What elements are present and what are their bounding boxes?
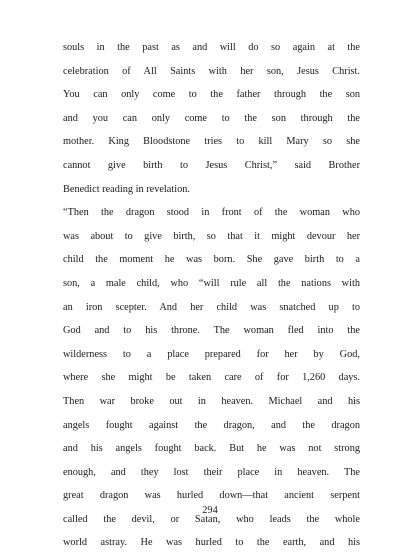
text-line: You can only come to the father through the son: [63, 89, 360, 101]
body-text: [63, 36, 360, 555]
text-line: “Then the dragon stood in front of the woman who: [63, 207, 360, 219]
text-line: and you can only come to the son through the: [63, 112, 360, 124]
text-line: world astray. He was hurled to the earth, and his: [63, 537, 360, 549]
text-line: angels fought against the dragon, and the dragon: [63, 419, 360, 431]
text-line: where she might be taken care of for 1,260 days.: [63, 372, 360, 384]
text-line: mother. King Bloodstone tries to kill Mary so she: [63, 136, 360, 148]
text-line: son, a male child, who “will rule all the nations with: [63, 277, 360, 289]
text-line: cannot give birth to Jesus Christ,” said Brother: [63, 159, 360, 171]
text-line: child the moment he was born. She gave birth to a: [63, 254, 360, 266]
page-number: 294: [202, 505, 218, 516]
text-line: called the devil, or Satan, who leads the whole: [63, 513, 360, 525]
text-line: enough, and they lost their place in heaven. The: [63, 466, 360, 478]
text-line: and his angels fought back. But he was not strong: [63, 443, 360, 455]
text-line: souls in the past as and will do so again at the: [63, 42, 360, 53]
text-line: Benedict reading in revelation.: [63, 183, 190, 195]
text-line: an iron scepter. And her child was snatched up to: [63, 301, 360, 313]
text-line: great dragon was hurled down—that ancient serpent: [63, 490, 360, 502]
text-line: celebration of All Saints with her son, Jesus Christ.: [63, 65, 360, 77]
text-line: wilderness to a place prepared for her by God,: [63, 348, 360, 360]
text-line: was about to give birth, so that it might devour her: [63, 230, 360, 242]
text-line: God and to his throne. The woman fled into the: [63, 325, 360, 337]
text-line: Then war broke out in heaven. Michael and his: [63, 395, 360, 407]
